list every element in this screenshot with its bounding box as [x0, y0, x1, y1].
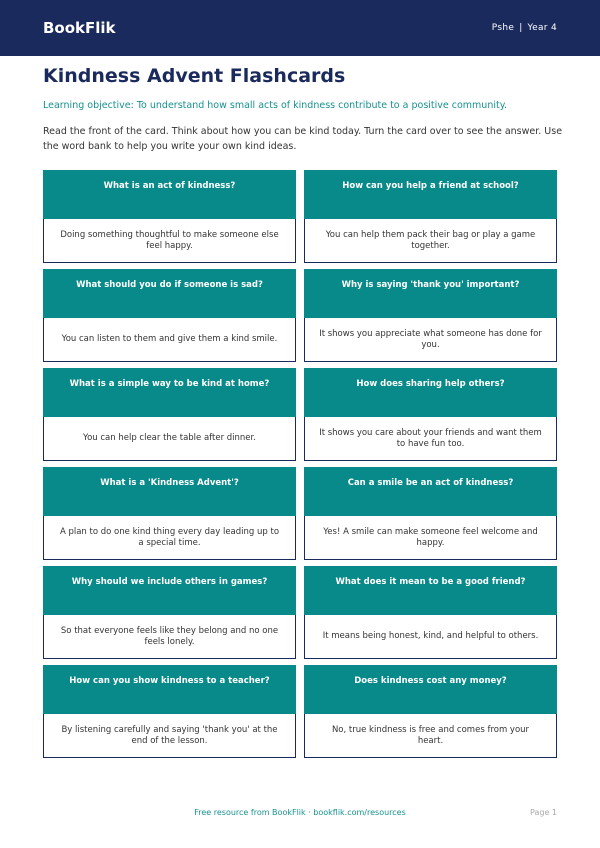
flashcard	[43, 566, 296, 659]
footer-credit[interactable]: Free resource from BookFlik · bookflik.com/resources	[194, 808, 406, 817]
flashcard-question: How can you show kindness to a teacher?	[43, 665, 296, 714]
flashcard-answer: No, true kindness is free and comes from your heart.	[304, 714, 557, 758]
flashcard-answer: So that everyone feels like they belong and no one feels lonely.	[43, 615, 296, 659]
instructions: Read the front of the card. Think about how you can be kind today. Turn the card over to see the answer. Use the word bank to help you write your own kind ideas.	[43, 126, 563, 152]
flashcard-answer: It means being honest, kind, and helpful to others.	[304, 615, 557, 659]
flashcard-question: How does sharing help others?	[304, 368, 557, 417]
flashcard-answer: You can help them pack their bag or play a game together.	[304, 219, 557, 263]
flashcard-answer: Doing something thoughtful to make someone else feel happy.	[43, 219, 296, 263]
flashcard-answer: You can help clear the table after dinner.	[43, 417, 296, 461]
flashcard-answer: Yes! A smile can make someone feel welcome and happy.	[304, 516, 557, 560]
flashcard-grid	[43, 170, 557, 758]
flashcard	[304, 566, 557, 659]
flashcard-answer: It shows you care about your friends and want them to have fun too.	[304, 417, 557, 461]
flashcard	[304, 170, 557, 263]
flashcard-question: Why should we include others in games?	[43, 566, 296, 615]
flashcard-question: What is a 'Kindness Advent'?	[43, 467, 296, 516]
flashcard	[43, 665, 296, 758]
flashcard-question: How can you help a friend at school?	[304, 170, 557, 219]
meta-separator: |	[519, 23, 523, 33]
flashcard-question: Can a smile be an act of kindness?	[304, 467, 557, 516]
flashcard	[43, 467, 296, 560]
header-meta	[492, 23, 557, 33]
flashcard-answer: It shows you appreciate what someone has done for you.	[304, 318, 557, 362]
brand-logo: BookFlik	[43, 19, 116, 37]
subject-label: Pshe	[491, 23, 515, 33]
flashcard-answer: By listening carefully and saying 'thank you' at the end of the lesson.	[43, 714, 296, 758]
page-title: Kindness Advent Flashcards	[43, 65, 346, 87]
flashcard	[304, 269, 557, 362]
flashcard-question: What is a simple way to be kind at home?	[43, 368, 296, 417]
flashcard	[304, 665, 557, 758]
flashcard-question: What should you do if someone is sad?	[43, 269, 296, 318]
flashcard	[43, 368, 296, 461]
flashcard	[43, 170, 296, 263]
flashcard-question: What is an act of kindness?	[43, 170, 296, 219]
learning-objective: Learning objective: To understand how small acts of kindness contribute to a positive community.	[43, 100, 507, 111]
flashcard-question: Why is saying 'thank you' important?	[304, 269, 557, 318]
page-number: Page 1	[530, 808, 557, 817]
flashcard	[304, 368, 557, 461]
flashcard-answer: You can listen to them and give them a kind smile.	[43, 318, 296, 362]
flashcard-answer: A plan to do one kind thing every day leading up to a special time.	[43, 516, 296, 560]
year-label: Year 4	[527, 23, 557, 33]
flashcard	[43, 269, 296, 362]
flashcard-question: Does kindness cost any money?	[304, 665, 557, 714]
flashcard-question: What does it mean to be a good friend?	[304, 566, 557, 615]
flashcard	[304, 467, 557, 560]
page-header	[0, 0, 600, 56]
